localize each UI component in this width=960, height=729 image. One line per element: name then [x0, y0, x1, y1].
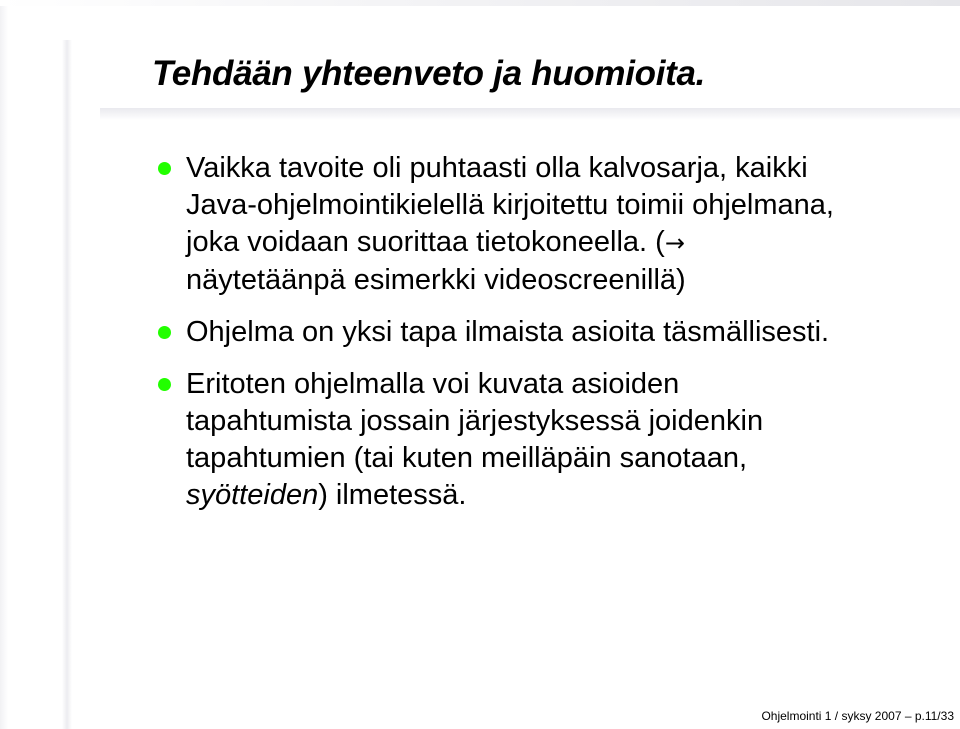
bullet-1-line-3-text: joka voidaan suorittaa tietokoneella. ( [186, 226, 665, 258]
right-arrow-icon: → [664, 229, 685, 257]
frame-left-rule [62, 40, 72, 729]
bullet-item-2 [150, 314, 950, 351]
bullet-3-emphasis: syötteiden [186, 479, 319, 511]
bullet-3-line-1: Eritoten ohjelmalla voi kuvata asioiden [186, 368, 680, 400]
slide-title: Tehdään yhteenveto ja huomioita. [152, 54, 706, 93]
bullet-1-line-1: Vaikka tavoite oli puhtaasti olla kalvosarja, kaikki [186, 152, 808, 184]
bullet-1-line-4: näytetäänpä esimerkki videoscreenillä) [186, 264, 686, 296]
bullet-1-line-2: Java-ohjelmointikielellä kirjoitettu toimii ohjelmana, [186, 189, 834, 221]
bullet-3-line-4-rest: ) ilmetessä. [318, 479, 467, 511]
frame-left-edge [0, 0, 8, 729]
bullet-1-line-3 [186, 224, 950, 262]
bullet-list [150, 150, 950, 529]
bullet-3-line-3: tapahtumien (tai kuten meilläpäin sanotaan, [186, 442, 748, 474]
slide-footer: Ohjelmointi 1 / syksy 2007 – p.11/33 [761, 709, 954, 723]
frame-title-rule [100, 108, 960, 120]
bullet-dot-icon [158, 162, 171, 175]
frame-top-band [0, 0, 960, 6]
bullet-3-line-2: tapahtumista jossain järjestyksessä joidenkin [186, 405, 764, 437]
bullet-item-1 [150, 150, 950, 299]
bullet-dot-icon [158, 378, 171, 391]
bullet-3-line-4 [186, 477, 950, 514]
bullet-dot-icon [158, 326, 171, 339]
bullet-2-line-1: Ohjelma on yksi tapa ilmaista asioita täsmällisesti. [186, 316, 830, 348]
bullet-item-3 [150, 366, 950, 514]
